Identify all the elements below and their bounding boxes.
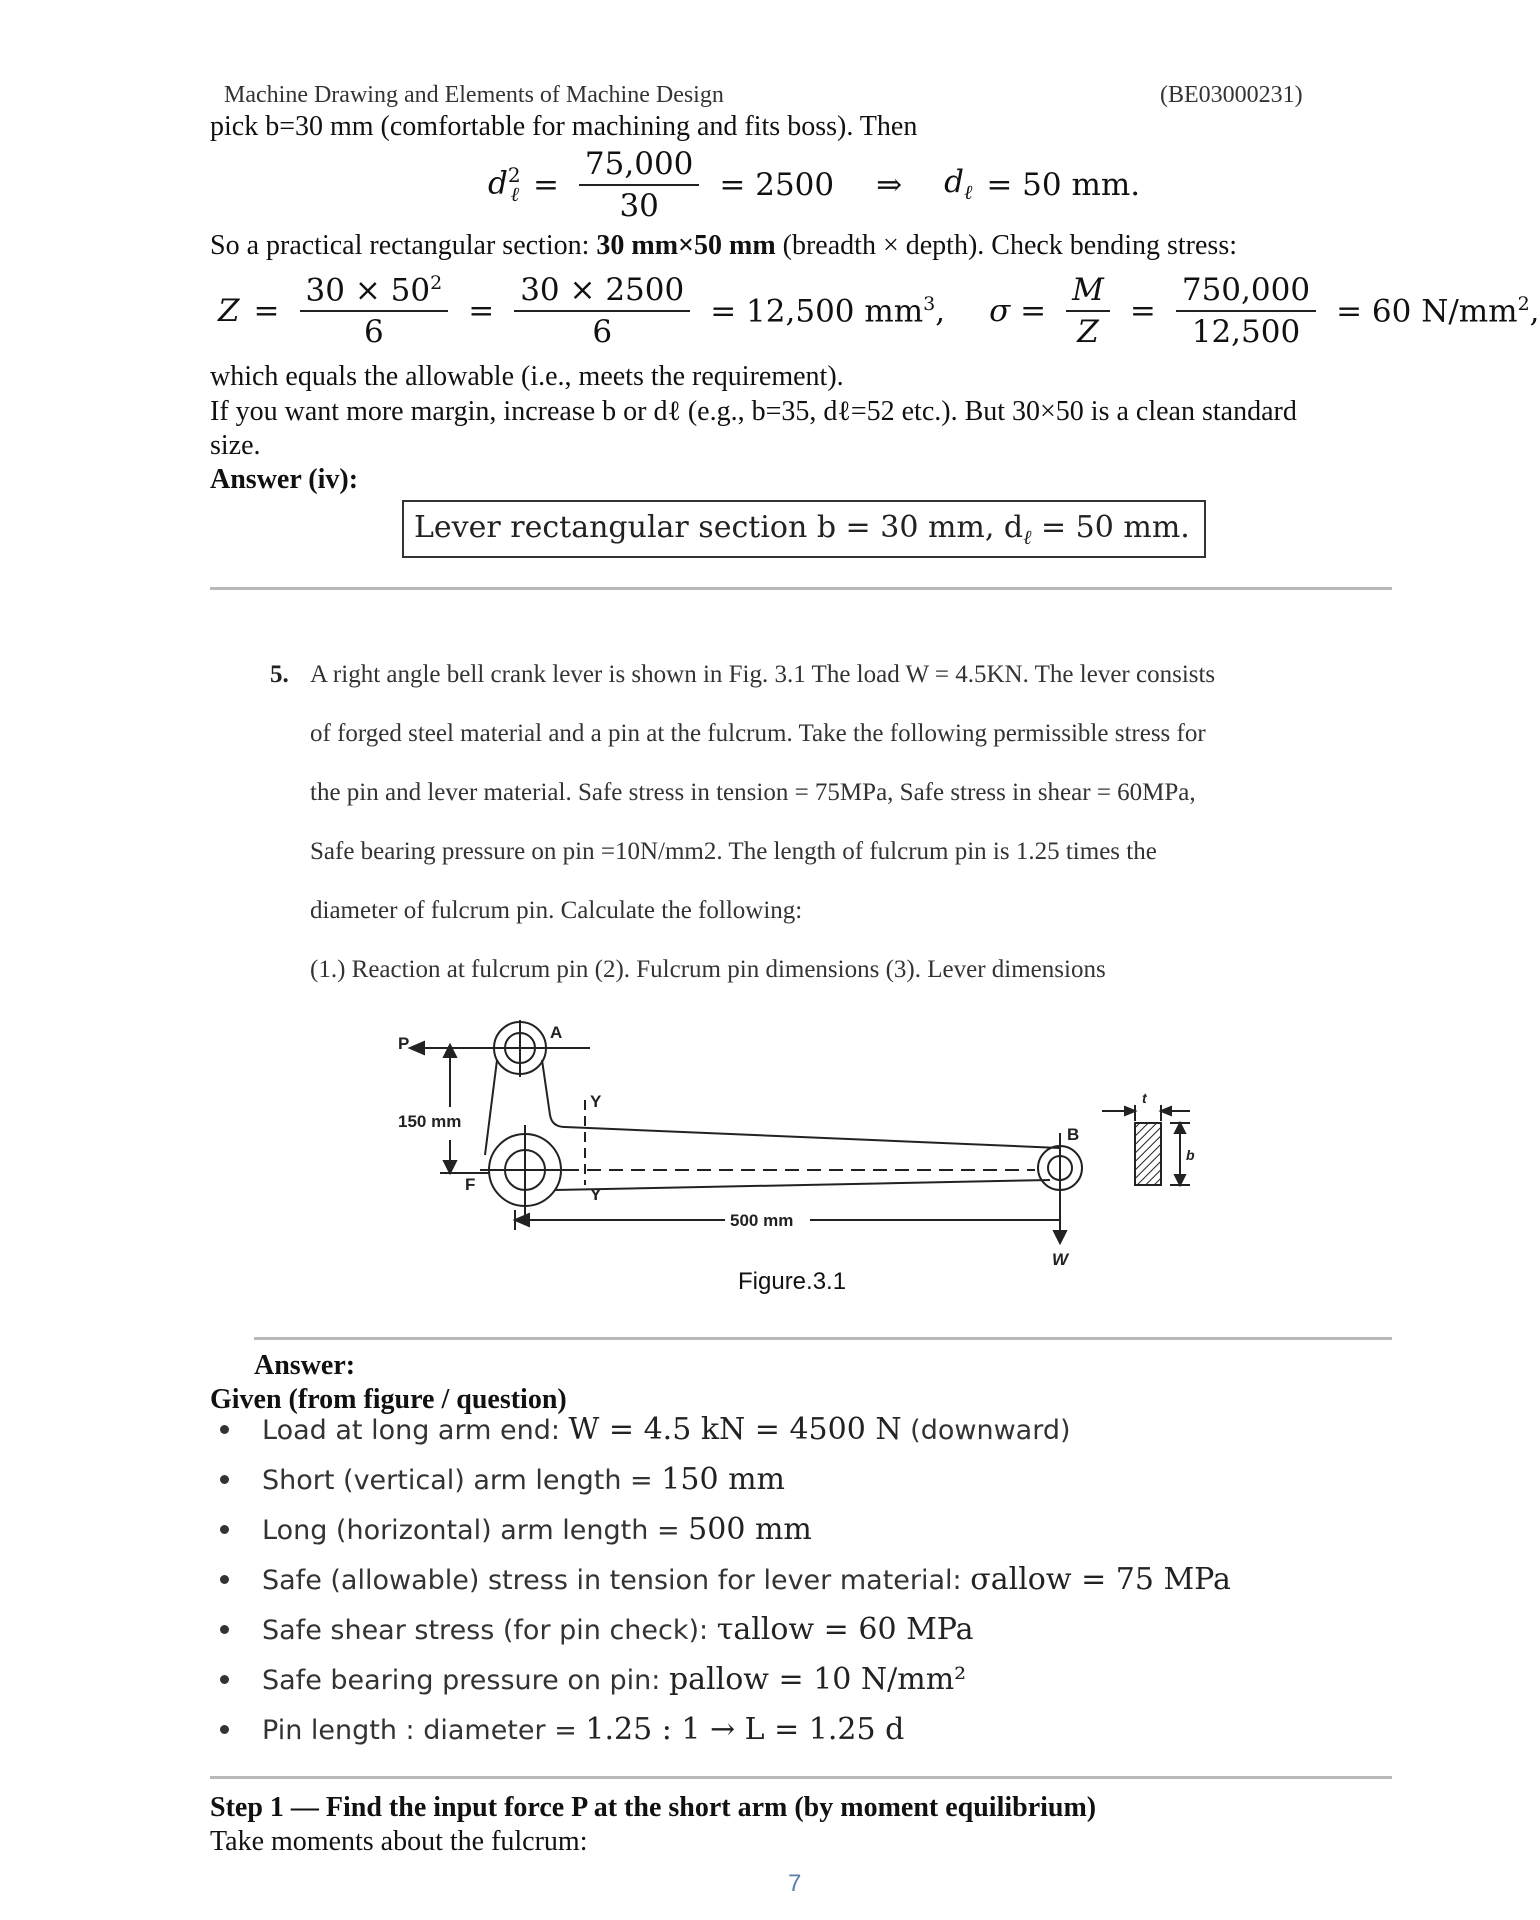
answer-label: Answer:: [254, 1350, 356, 1381]
given-list: [212, 1405, 1231, 1755]
running-header-title: Machine Drawing and Elements of Machine Design: [224, 82, 724, 108]
given-item-long-arm: Long (horizontal) arm length = 500 mm: [212, 1505, 1231, 1555]
intro-line: pick b=30 mm (comfortable for machining and fits boss). Then: [210, 111, 918, 142]
question-line: the pin and lever material. Safe stress in tension = 75MPa, Safe stress in shear = 60MPa,: [310, 779, 1196, 806]
eq1-numerator: 75,000: [579, 146, 699, 186]
step1-heading: Step 1 — Find the input force P at the short arm (by moment equilibrium): [210, 1792, 1097, 1823]
label-p: P: [398, 1034, 410, 1053]
label-b: B: [1067, 1125, 1080, 1144]
paragraph-allowable: which equals the allowable (i.e., meets the requirement).: [210, 361, 844, 392]
eq1-denominator: 30: [619, 188, 659, 224]
given-item-short-arm: Short (vertical) arm length = 150 mm: [212, 1455, 1231, 1505]
label-a: A: [550, 1023, 563, 1042]
running-header-code: (BE03000231): [1160, 82, 1303, 108]
equation-bending-stress: Z = $\frac{30 \times 50^2}{6}$ = $\frac{30 \times 2500}{6}$ = 12,500 $mm^3$, σ = $\frac{M}{Z}$ = $\frac{750,000}{12,500}$ = 60 $N/mm^2$,: [218, 272, 1540, 351]
given-item-bearing: Safe bearing pressure on pin: pallow = 10 N/mm²: [212, 1655, 1231, 1705]
bell-crank-figure: [390, 1015, 1210, 1295]
label-w: W: [1052, 1250, 1069, 1269]
given-item-tension: Safe (allowable) stress in tension for lever material: σallow = 75 MPa: [212, 1555, 1231, 1605]
answer-iv-box: Lever rectangular section b = 30 mm, $d_\ell = 50$ mm.: [402, 500, 1206, 558]
divider-1: [210, 587, 1392, 590]
figure-caption: Figure.3.1: [738, 1268, 847, 1295]
label-y-bottom: Y: [590, 1185, 602, 1204]
given-item-load: Load at long arm end: W = 4.5 kN = 4500 N (downward): [212, 1405, 1231, 1455]
label-150mm: 150 mm: [398, 1112, 462, 1131]
paragraph-margin: If you want more margin, increase b or dℓ (e.g., b=35, dℓ=52 etc.). But 30×50 is a clean standard: [210, 396, 1297, 427]
question-line: of forged steel material and a pin at the fulcrum. Take the following permissible stress for: [310, 720, 1206, 747]
question-line: (1.) Reaction at fulcrum pin (2). Fulcrum pin dimensions (3). Lever dimensions: [310, 956, 1106, 983]
page-number: 7: [788, 1870, 802, 1897]
label-f: F: [465, 1175, 476, 1194]
label-y-top: Y: [590, 1092, 602, 1111]
question-line: diameter of fulcrum pin. Calculate the following:: [310, 897, 803, 924]
paragraph-margin-cont: size.: [210, 430, 261, 461]
section-line: So a practical rectangular section: 30 mm×50 mm (breadth × depth). Check bending stress:: [210, 230, 1237, 261]
given-heading: Given (from figure / question): [210, 1384, 567, 1415]
given-item-pin-ratio: Pin length : diameter = 1.25 : 1 → L = 1.25 d: [212, 1705, 1231, 1755]
question-text: [310, 655, 1330, 1009]
question-number: 5.: [270, 661, 289, 688]
question-line: Safe bearing pressure on pin =10N/mm2. The length of fulcrum pin is 1.25 times the: [310, 838, 1157, 865]
equation-depth: $d^2_\ell$ = $\frac{75,000}{30}$ = 2500 ⇒ $d_\ell$ = 50 mm.: [488, 146, 1141, 224]
question-line: A right angle bell crank lever is shown in Fig. 3.1 The load W = 4.5KN. The lever consists: [310, 661, 1216, 688]
given-item-shear: Safe shear stress (for pin check): τallow = 60 MPa: [212, 1605, 1231, 1655]
label-500mm: 500 mm: [730, 1211, 794, 1230]
label-t: t: [1142, 1090, 1147, 1106]
divider-2: [254, 1337, 1392, 1340]
step1-text: Take moments about the fulcrum:: [210, 1826, 588, 1857]
label-section-b: b: [1186, 1147, 1195, 1163]
divider-3: [210, 1776, 1392, 1779]
answer-iv-label: Answer (iv):: [210, 464, 359, 495]
